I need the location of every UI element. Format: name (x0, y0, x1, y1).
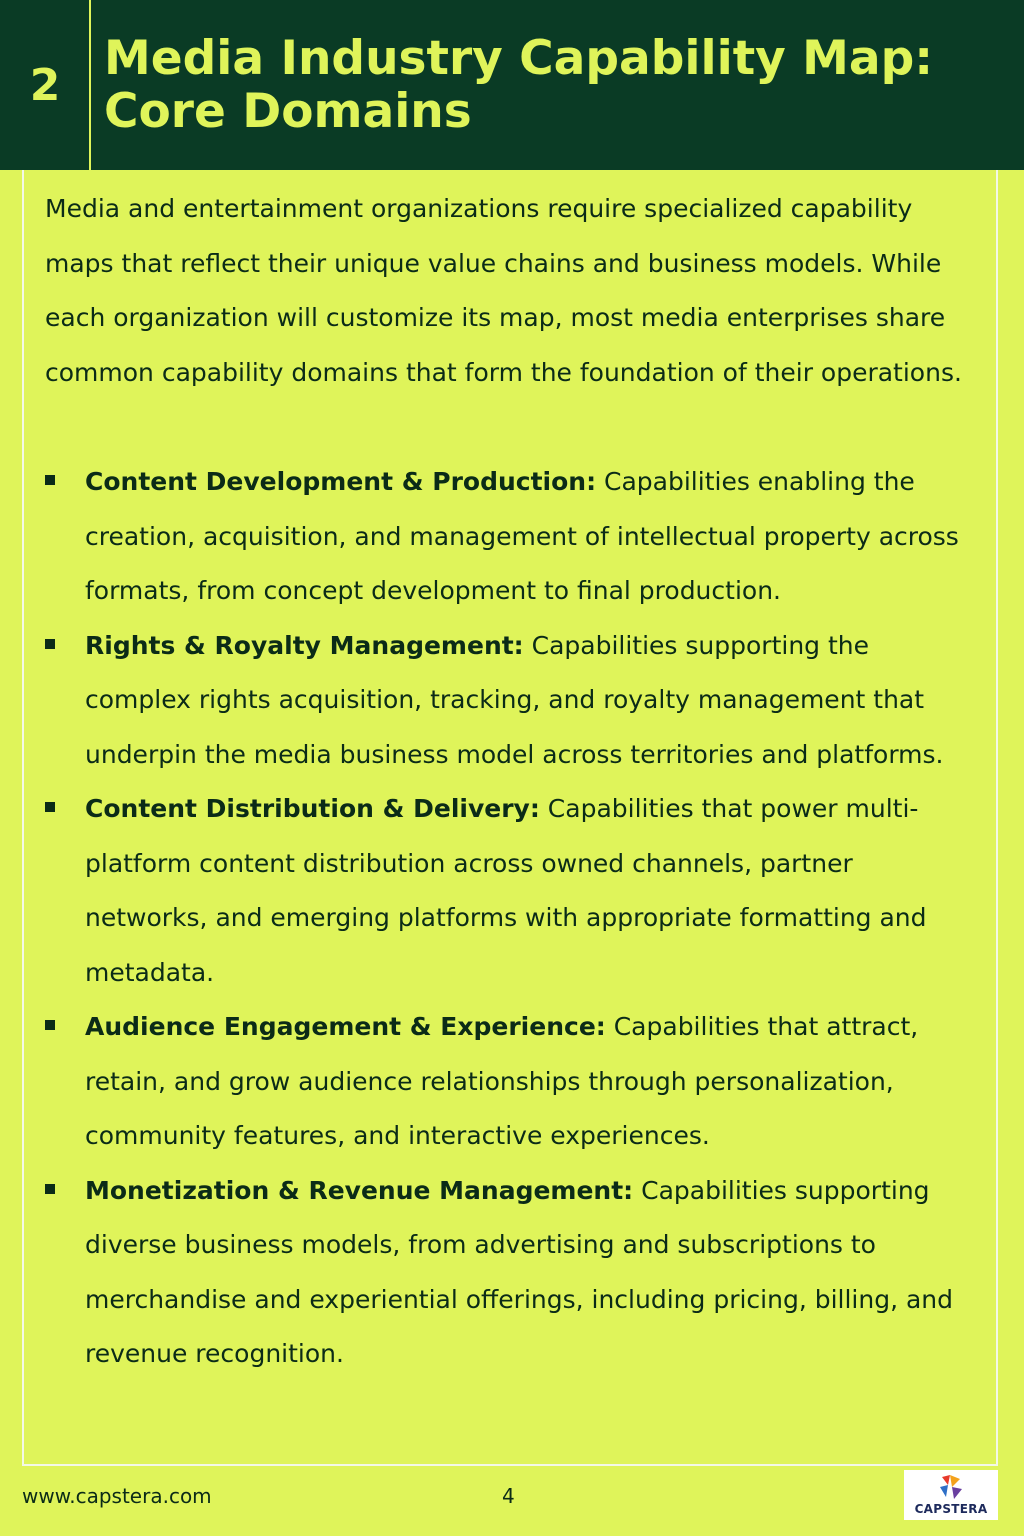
list-item (45, 1000, 980, 1164)
capability-description: Capabilities enabling the creation, acquisition, and management of intellectual property across formats, from concept development to final production. (85, 467, 959, 605)
list-item (45, 1164, 980, 1382)
capability-description: Capabilities supporting the complex rights acquisition, tracking, and royalty management that underpin the media business model across territories and platforms. (85, 630, 944, 769)
capstera-logo (904, 1470, 998, 1520)
logo-mark-icon (936, 1473, 966, 1501)
capability-name: Content Distribution & Delivery: (85, 794, 540, 823)
page-title: Media Industry Capability Map: Core Domains (104, 31, 934, 139)
square-bullet-icon (45, 802, 55, 812)
intro-paragraph: Media and entertainment organizations require specialized capability maps that reflect their unique value chains and business models. While each organization will customize its map, most media enterprises share common capability domains that form the foundation of their operations. (45, 194, 962, 387)
page-number: 4 (502, 1484, 515, 1508)
square-bullet-icon (45, 639, 55, 649)
section-number: 2 (29, 59, 61, 111)
square-bullet-icon (45, 475, 55, 485)
square-bullet-icon (45, 1020, 55, 1030)
capability-description: Capabilities that power multi-platform content distribution across owned channels, partner networks, and emerging platforms with appropriate formatting and metadata. (85, 794, 927, 987)
capability-name: Rights & Royalty Management: (85, 630, 524, 660)
capability-name: Monetization & Revenue Management: (85, 1175, 634, 1205)
header-divider (89, 0, 91, 170)
list-item (45, 782, 980, 1000)
capability-name: Audience Engagement & Experience: (85, 1012, 606, 1041)
list-item (45, 619, 980, 783)
capability-name: Content Development & Production: (85, 467, 597, 496)
list-item (45, 455, 980, 619)
capability-description: Capabilities supporting diverse business models, from advertising and subscriptions to merchandise and experiential offerings, including pricing, billing, and revenue recognition. (85, 1175, 954, 1368)
logo-text: CAPSTERA (914, 1502, 988, 1516)
square-bullet-icon (45, 1184, 55, 1194)
footer-website-link[interactable]: www.capstera.com (22, 1484, 212, 1508)
capability-description: Capabilities that attract, retain, and grow audience relationships through personalization, community features, and interactive experiences. (85, 1012, 919, 1150)
capability-list (45, 455, 980, 1382)
page-header (0, 0, 1024, 170)
